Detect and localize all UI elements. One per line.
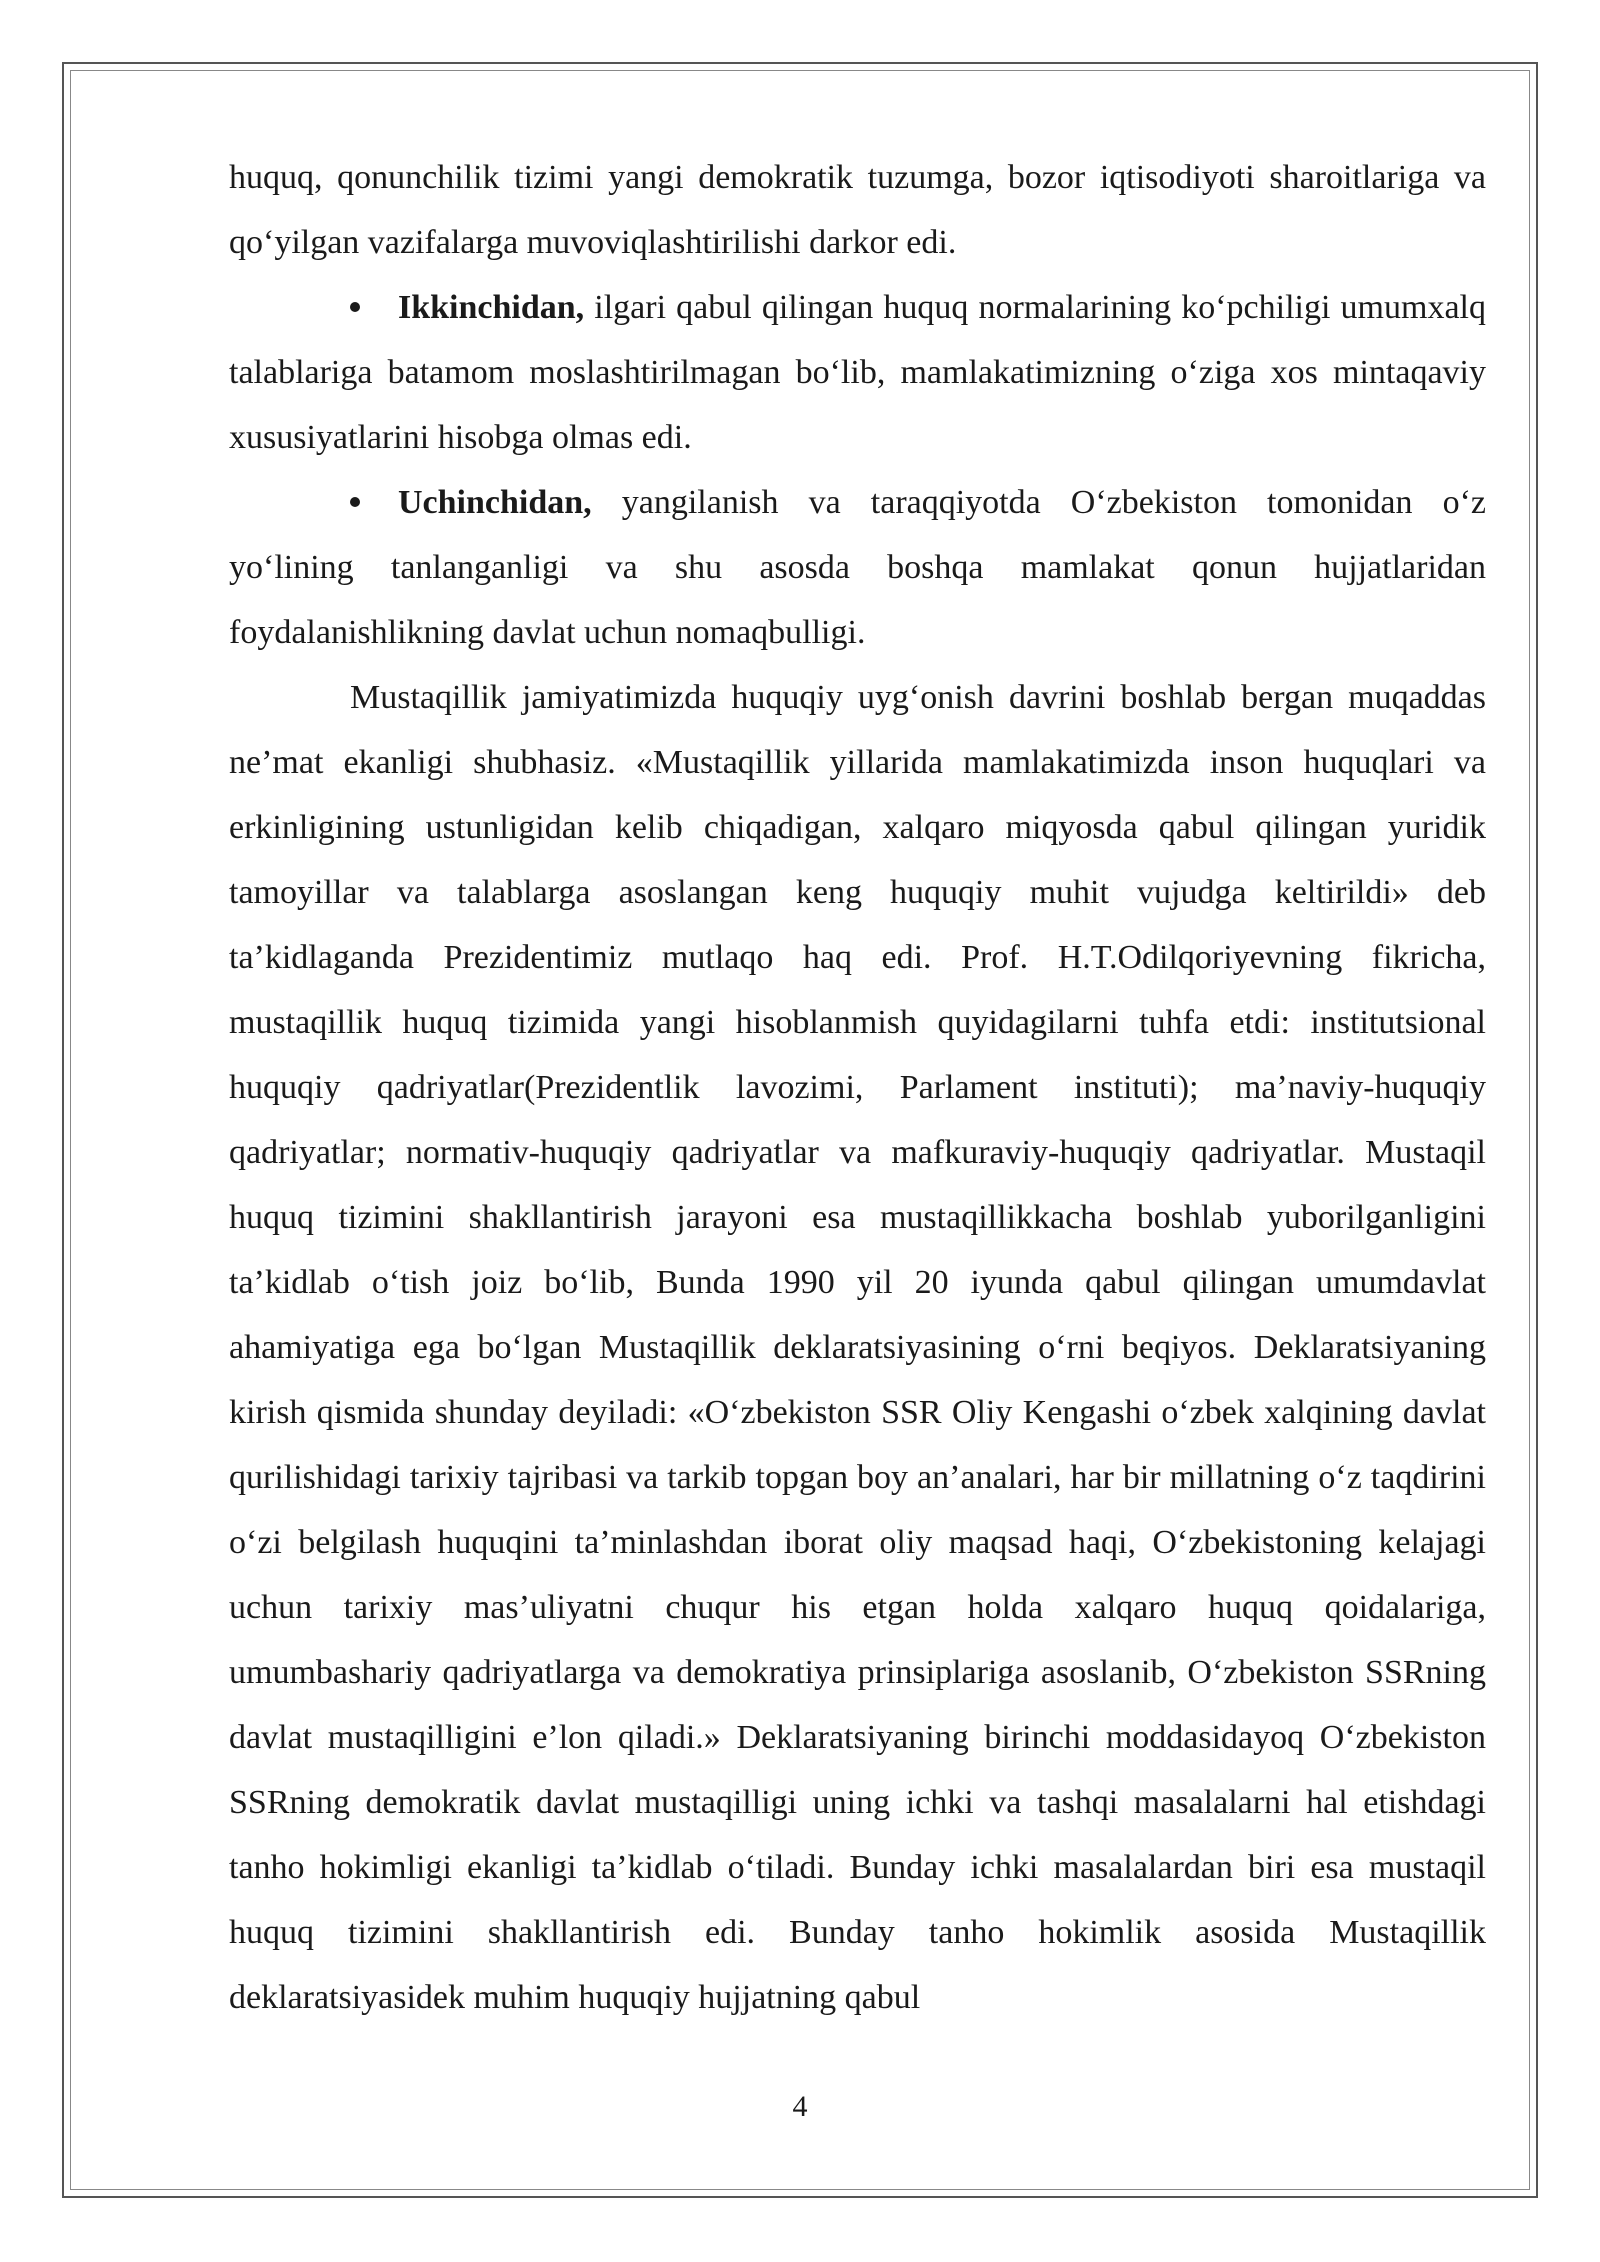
bullet-lead-uchinchidan: Uchinchidan, [398,484,592,521]
bullet-text-ikkinchidan: ilgari qabul qilingan huquq normalarining ko‘pchiligi umumxalq talablariga batamom moslashtirilmagan bo‘lib, mamlakatimizning o‘ziga xos mintaqaviy xususiyatlarini hisobga olmas edi. [229,289,1486,456]
bullet-text-uchinchidan: yangilanish va taraqqiyotda O‘zbekiston tomonidan o‘z yo‘lining tanlanganligi va shu asosda boshqa mamlakat qonun hujjatlaridan foydalanishlikning davlat uchun nomaqbulligi. [229,484,1486,651]
document-body [229,145,1486,2030]
page-number: 4 [792,2090,808,2123]
bullet-item-ikkinchidan [229,275,1486,470]
bullet-lead-ikkinchidan: Ikkinchidan, [398,289,585,326]
paragraph-continuation: huquq, qonunchilik tizimi yangi demokratik tuzumga, bozor iqtisodiyoti sharoitlariga va qo‘yilgan vazifalarga muvoviqlashtirilishi darkor edi. [229,159,1486,261]
bullet-icon [350,497,360,507]
paragraph-mustaqillik: Mustaqillik jamiyatimizda huquqiy uyg‘onish davrini boshlab bergan muqaddas ne’mat ekanligi shubhasiz. «Mustaqillik yillarida mamlakatimizda inson huquqlari va erkinligining ustunligidan kelib chiqadigan, xalqaro miqyosda qabul qilingan yuridik tamoyillar va talablarga asoslangan keng huquqiy muhit vujudga keltirildi» deb ta’kidlaganda Prezidentimiz mutlaqo haq edi. Prof. H.T.Odilqoriyevning fikricha, mustaqillik huquq tizimida yangi hisoblanmish quyidagilarni tuhfa etdi: institutsional huquqiy qadriyatlar(Prezidentlik lavozimi, Parlament instituti); ma’naviy-huquqiy qadriyatlar; normativ-huquqiy qadriyatlar va mafkuraviy-huquqiy qadriyatlar. Mustaqil huquq tizimini shakllantirish jarayoni esa mustaqillikkacha boshlab yuborilganligini ta’kidlab o‘tish joiz bo‘lib, Bunda 1990 yil 20 iyunda qabul qilingan umumdavlat ahamiyatiga ega bo‘lgan Mustaqillik deklaratsiyasining o‘rni beqiyos. Deklaratsiyaning kirish qismida shunday deyiladi: «O‘zbekiston SSR Oliy Kengashi o‘zbek xalqining davlat qurilishidagi tarixiy tajribasi va tarkib topgan boy an’analari, har bir millatning o‘z taqdirini o‘zi belgilash huquqini ta’minlashdan iborat oliy maqsad haqi, O‘zbekistoning kelajagi uchun tarixiy mas’uliyatni chuqur his etgan holda xalqaro huquq qoidalariga, umumbashariy qadriyatlarga va demokratiya prinsiplariga asoslanib, O‘zbekiston SSRning davlat mustaqilligini e’lon qiladi.» Deklaratsiyaning birinchi moddasidayoq O‘zbekiston SSRning demokratik davlat mustaqilligi uning ichki va tashqi masalalarni hal etishdagi tanho hokimligi ekanligi ta’kidlab o‘tiladi. Bunday ichki masalalardan biri esa mustaqil huquq tizimini shakllantirish edi. Bunday tanho hokimlik asosida Mustaqillik deklaratsiyasidek muhim huquqiy hujjatning qabul [229,679,1486,2016]
bullet-icon [350,302,360,312]
bullet-item-uchinchidan [229,470,1486,665]
